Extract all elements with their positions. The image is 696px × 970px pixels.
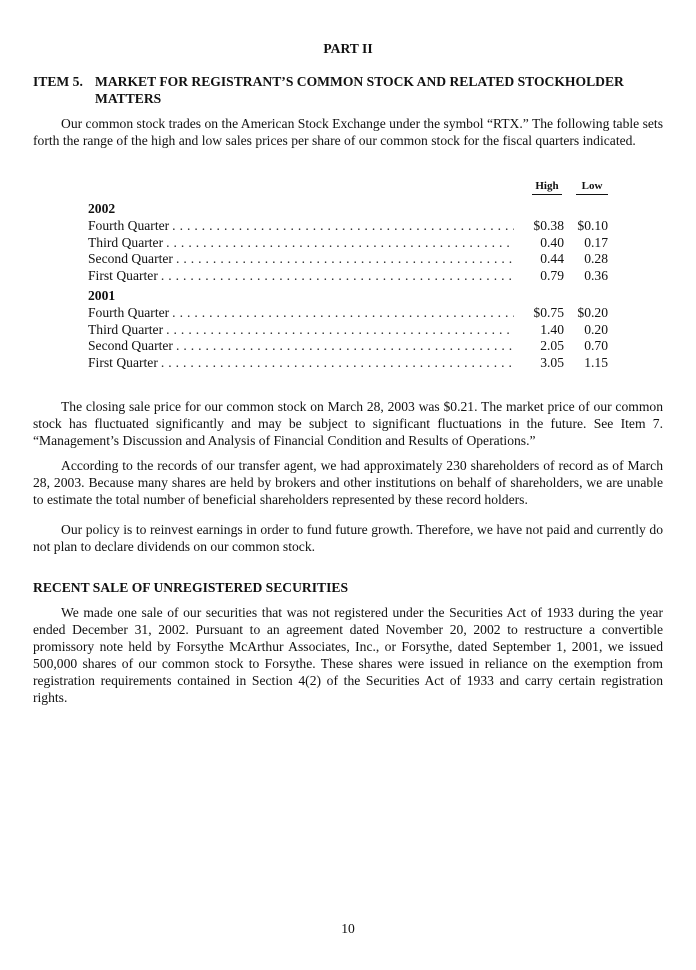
dot-leader [166,321,514,338]
unregistered-securities-heading: RECENT SALE OF UNREGISTERED SECURITIES [33,580,349,595]
table-column-headers [88,180,608,196]
low-price: $0.10 [577,218,608,233]
closing-price-paragraph: The closing sale price for our common stock on March 28, 2003 was $0.21. The market price of our common stock has fluctuated significantly and may be subject to significant fluctuations in the future. See Item 7. “Management’s Discussion and Analysis of Financial Condition and Results of Operations.” [33,399,663,448]
column-header-high: High [532,180,562,195]
low-price: 0.36 [584,267,608,283]
table-row [88,250,608,267]
column-header-low: Low [576,180,608,195]
high-price: 3.05 [540,354,564,370]
table-row [88,337,608,354]
dividend-paragraph: Our policy is to reinvest earnings in order to fund future growth. Therefore, we have not paid and currently do not plan to declare dividends on our common stock. [33,522,663,554]
item-heading [33,73,663,107]
quarter-label: Fourth Quarter [88,218,170,233]
quarter-label: Third Quarter [88,321,164,337]
low-price: 0.28 [584,251,608,266]
dot-leader [176,250,514,267]
quarter-label: First Quarter [88,354,158,370]
intro-paragraph: Our common stock trades on the American Stock Exchange under the symbol “RTX.” The following table sets forth the range of the high and low sales prices per share of our common stock for the fiscal quarters indicated. [33,116,663,148]
dot-leader [161,354,514,371]
high-price: 0.79 [540,267,564,283]
year-group-2002 [88,200,608,283]
part-title: PART II [323,41,373,56]
page-number: 10 [341,921,355,936]
quarter-label: Second Quarter [88,338,173,353]
quarter-label: Fourth Quarter [88,305,170,320]
stock-price-table [88,180,608,370]
high-price: 2.05 [540,338,564,353]
table-row [88,304,608,321]
high-price: 0.44 [540,251,564,266]
unregistered-securities-paragraph: We made one sale of our securities that was not registered under the Securities Act of 1933 during the year ended December 31, 2002. Pursuant to an agreement dated November 20, 2002 to restructure a convertible promissory note held by Forsythe McArthur Associates, Inc., or Forsythe, dated September 1, 2001, we issued 500,000 shares of our common stock to Forsythe. These shares were issued in reliance on the exemption from registration requirements contained in Section 4(2) of the Securities Act of 1933 and carry certain registration rights. [33,605,663,705]
dot-leader [166,234,514,251]
high-price: 0.40 [540,234,564,250]
item-number: ITEM 5. [33,74,83,89]
low-price: 0.20 [584,321,608,337]
table-row [88,354,608,371]
shareholders-paragraph: According to the records of our transfer agent, we had approximately 230 shareholders of record as of March 28, 2003. Because many shares are held by brokers and other institutions on behalf of shareholders, we are unable to estimate the total number of beneficial shareholders represented by these record holders. [33,458,663,507]
low-price: 1.15 [584,354,608,370]
item-title: MARKET FOR REGISTRANT’S COMMON STOCK AND RELATED STOCKHOLDER MATTERS [95,74,624,106]
table-row [88,217,608,234]
quarter-label: Third Quarter [88,234,164,250]
high-price: $0.75 [533,305,564,320]
high-price: $0.38 [533,218,564,233]
low-price: $0.20 [577,305,608,320]
dot-leader [176,337,514,354]
quarter-label: First Quarter [88,267,158,283]
low-price: 0.70 [584,338,608,353]
year-label: 2001 [88,288,116,303]
table-row [88,321,608,338]
year-group-2001 [88,287,608,370]
table-row [88,234,608,251]
high-price: 1.40 [540,321,564,337]
table-row [88,267,608,284]
dot-leader [172,304,514,321]
year-label: 2002 [88,201,116,216]
dot-leader [172,217,514,234]
quarter-label: Second Quarter [88,251,173,266]
dot-leader [161,267,514,284]
low-price: 0.17 [584,234,608,250]
